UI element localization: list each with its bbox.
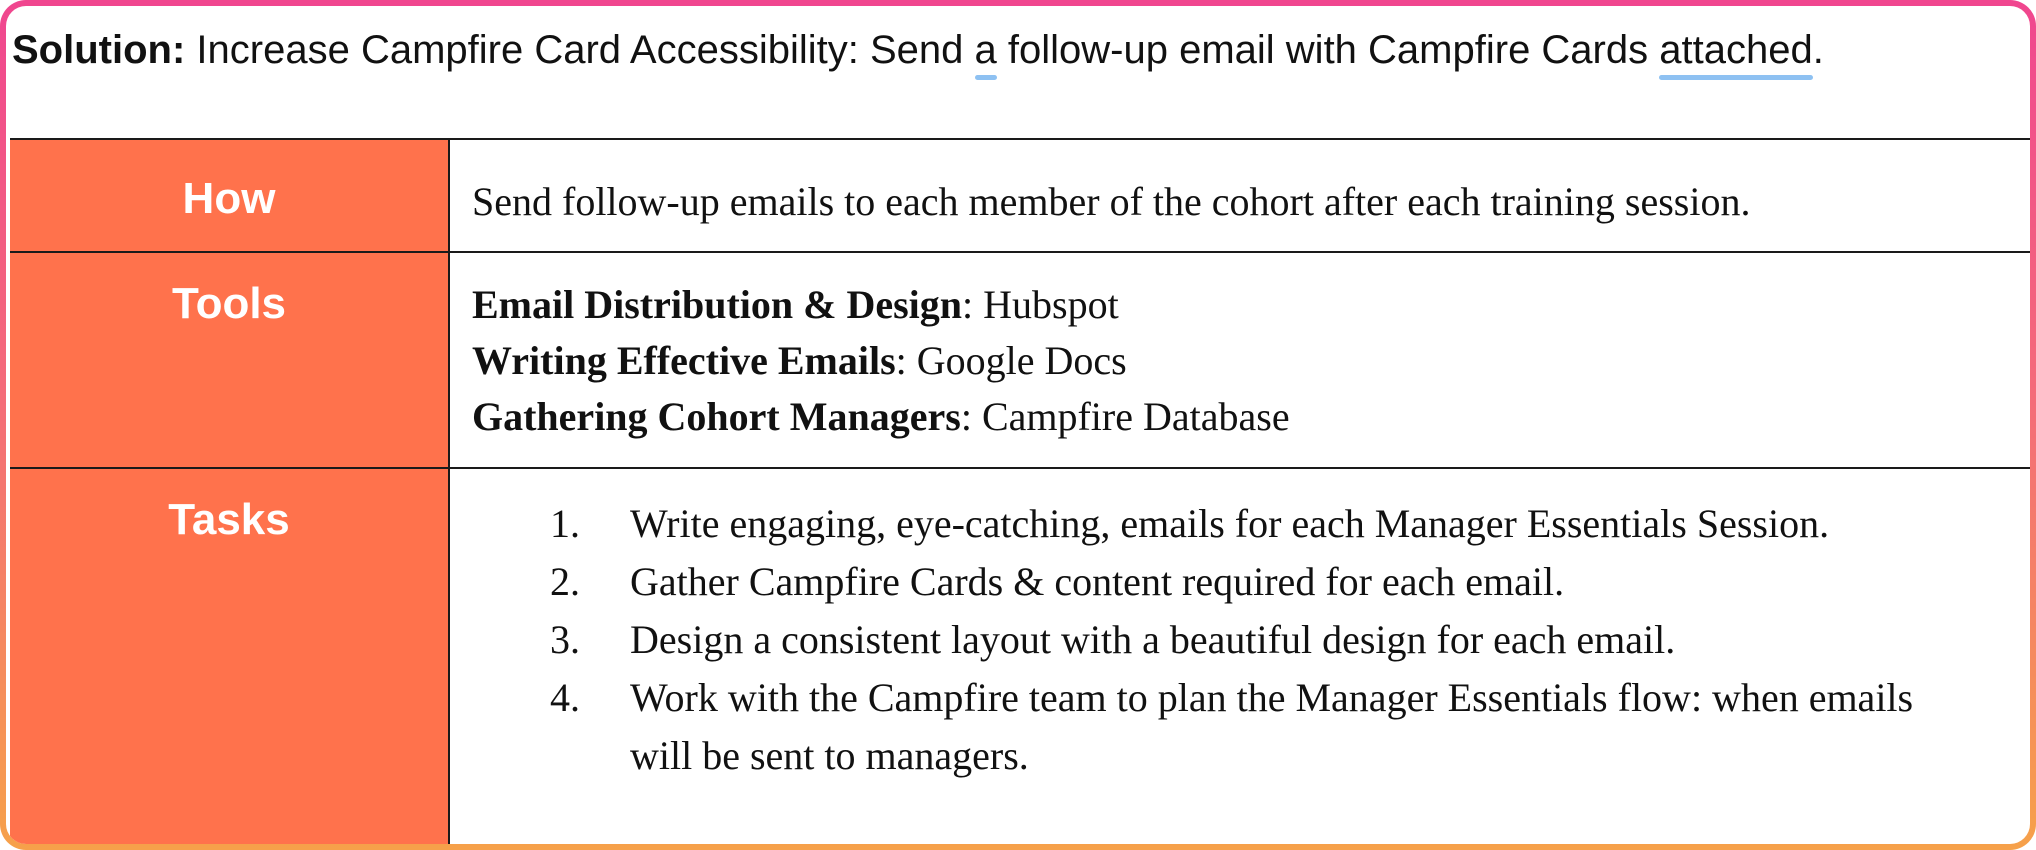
tool-value: : Hubspot — [962, 282, 1119, 327]
row-cell-tasks — [449, 468, 2030, 844]
table-row-how — [10, 139, 2030, 252]
row-cell-how — [449, 139, 2030, 252]
task-number: 1. — [550, 501, 580, 546]
task-number: 2. — [550, 559, 580, 604]
tool-label: Email Distribution & Design — [472, 282, 963, 327]
task-number: 4. — [550, 675, 580, 720]
spellcheck-word-attached[interactable]: attached — [1659, 28, 1813, 72]
task-text: Gather Campfire Cards & content required for each email. — [630, 559, 1565, 604]
tool-value: : Google Docs — [895, 338, 1127, 383]
tool-item — [472, 277, 2030, 333]
document-canvas — [6, 6, 2030, 844]
solution-text-end: . — [1812, 28, 1824, 72]
solution-text-before: Increase Campfire Card Accessibility: Send — [196, 28, 964, 72]
row-header-how: How — [10, 139, 449, 252]
tool-value: : Campfire Database — [960, 394, 1290, 439]
task-item — [450, 611, 2030, 669]
task-list — [450, 495, 2030, 785]
row-header-tools: Tools — [10, 252, 449, 468]
task-text: Write engaging, eye-catching, emails for each Manager Essentials Session. — [630, 501, 1830, 546]
solution-statement — [12, 26, 1824, 74]
task-text: Work with the Campfire team to plan the Manager Essentials flow: when emails will be sent to managers. — [630, 675, 1914, 778]
tool-label: Gathering Cohort Managers — [472, 394, 961, 439]
tool-item — [472, 389, 2030, 445]
task-number: 3. — [550, 617, 580, 662]
how-text: Send follow-up emails to each member of the cohort after each training session. — [472, 179, 1751, 224]
solution-text-middle: follow-up email with Campfire Cards — [1007, 28, 1649, 72]
tool-label: Writing Effective Emails — [472, 338, 896, 383]
row-cell-tools — [449, 252, 2030, 468]
table-row-tools — [10, 252, 2030, 468]
tool-item — [472, 333, 2030, 389]
task-item — [450, 669, 2030, 785]
table-row-tasks — [10, 468, 2030, 844]
row-header-tasks: Tasks — [10, 468, 449, 844]
task-item — [450, 553, 2030, 611]
task-text: Design a consistent layout with a beautiful design for each email. — [630, 617, 1676, 662]
task-item — [450, 495, 2030, 553]
solution-label: Solution: — [12, 28, 186, 72]
spellcheck-word-a[interactable]: a — [974, 28, 997, 72]
plan-table — [10, 138, 2030, 844]
